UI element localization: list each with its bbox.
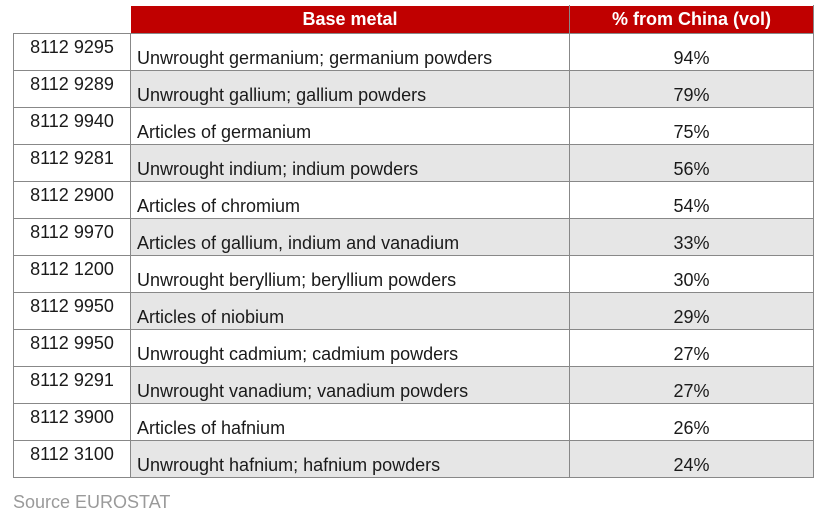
share-from-china-cell: 56%: [570, 145, 814, 182]
table-row: [14, 367, 814, 404]
hs-code-cell: 8112 9950: [14, 330, 131, 367]
table-body: [14, 34, 814, 478]
table-header-row: [14, 6, 814, 34]
share-from-china-cell: 94%: [570, 34, 814, 71]
table-row: [14, 71, 814, 108]
hs-code-cell: 8112 3900: [14, 404, 131, 441]
hs-code-cell: 8112 9940: [14, 108, 131, 145]
share-from-china-cell: 26%: [570, 404, 814, 441]
share-from-china-cell: 27%: [570, 367, 814, 404]
share-from-china-cell: 54%: [570, 182, 814, 219]
source-note: Source EUROSTAT: [13, 492, 171, 512]
table-row: [14, 404, 814, 441]
table-row: [14, 441, 814, 478]
base-metal-cell: Unwrought gallium; gallium powders: [131, 71, 570, 108]
share-from-china-cell: 24%: [570, 441, 814, 478]
hs-code-cell: 8112 9970: [14, 219, 131, 256]
base-metal-cell: Unwrought hafnium; hafnium powders: [131, 441, 570, 478]
table-row: [14, 34, 814, 71]
hs-code-cell: 8112 9289: [14, 71, 131, 108]
header-base-metal: Base metal: [131, 6, 570, 34]
share-from-china-cell: 27%: [570, 330, 814, 367]
table-row: [14, 108, 814, 145]
base-metal-cell: Articles of gallium, indium and vanadium: [131, 219, 570, 256]
base-metal-cell: Unwrought germanium; germanium powders: [131, 34, 570, 71]
table-row: [14, 256, 814, 293]
share-from-china-cell: 33%: [570, 219, 814, 256]
hs-code-cell: 8112 9295: [14, 34, 131, 71]
share-from-china-cell: 29%: [570, 293, 814, 330]
base-metal-cell: Unwrought indium; indium powders: [131, 145, 570, 182]
share-from-china-cell: 30%: [570, 256, 814, 293]
base-metal-cell: Articles of niobium: [131, 293, 570, 330]
hs-code-cell: 8112 3100: [14, 441, 131, 478]
hs-code-cell: 8112 9950: [14, 293, 131, 330]
hs-code-cell: 8112 2900: [14, 182, 131, 219]
table-row: [14, 219, 814, 256]
share-from-china-cell: 75%: [570, 108, 814, 145]
base-metal-cell: Articles of hafnium: [131, 404, 570, 441]
table-row: [14, 145, 814, 182]
base-metal-cell: Articles of chromium: [131, 182, 570, 219]
china-share-table: [13, 5, 814, 478]
base-metal-cell: Unwrought vanadium; vanadium powders: [131, 367, 570, 404]
base-metal-cell: Unwrought cadmium; cadmium powders: [131, 330, 570, 367]
hs-code-cell: 8112 1200: [14, 256, 131, 293]
table-row: [14, 293, 814, 330]
base-metal-cell: Unwrought beryllium; beryllium powders: [131, 256, 570, 293]
hs-code-cell: 8112 9291: [14, 367, 131, 404]
table-row: [14, 330, 814, 367]
base-metal-cell: Articles of germanium: [131, 108, 570, 145]
share-from-china-cell: 79%: [570, 71, 814, 108]
hs-code-cell: 8112 9281: [14, 145, 131, 182]
table-row: [14, 182, 814, 219]
header-share-from-china: % from China (vol): [570, 6, 814, 34]
header-code-blank: [14, 6, 131, 34]
